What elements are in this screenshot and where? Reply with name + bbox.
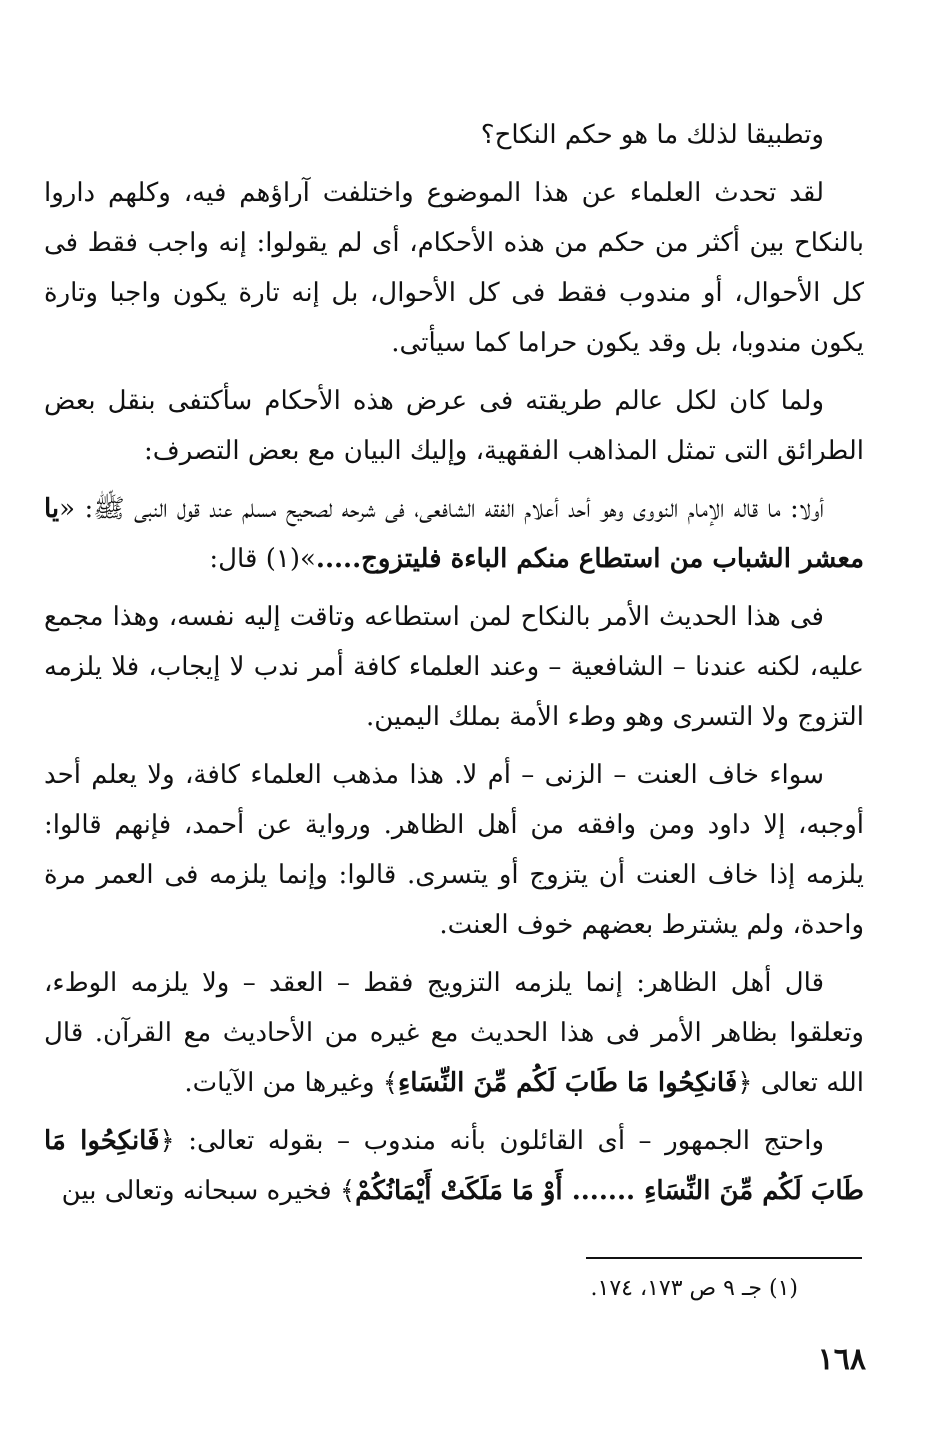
quran-verse-2: فَانكِحُوا مَا طَابَ لَكُم مِّنَ النِّسَاءِ ....... أَوْ مَا مَلَكَتْ أَيْمَانُكُمْ [44,1126,864,1206]
zahiri-end: ﴾ وغيرها من الآيات. [184,1068,399,1098]
nawawi-intro: أولا: ما قاله الإمام النووى وهو أحد أعلام الفقه الشافعى، فى شرحه لصحيح مسلم عند قول النبى ﷺ: « [59,494,824,524]
footnote-reference: (١) [265,544,300,574]
paragraph-anat: سواء خاف العنت – الزنى – أم لا. هذا مذهب العلماء كافة، ولا يعلم أحد أوجبه، إلا داود ومن وافقه من أهل الظاهر. ورواية عن أحمد، فإنهم قالوا: يلزمه إذا خاف العنت أن يتزوج أو يتسرى. قالوا: وإنما يلزمه فى العمر مرة واحدة، ولم يشترط بعضهم خوف العنت. [44,760,864,940]
paragraph-question: وتطبيقا لذلك ما هو حكم النكاح؟ [480,120,824,150]
jumhur-end: ﴾ فخيره سبحانه وتعالى بين [61,1176,356,1206]
paragraph-jumhur [44,1116,864,1216]
paragraph-methods: ولما كان لكل عالم طريقته فى عرض هذه الأحكام سأكتفى بنقل بعض الطرائق التى تمثل المذاهب الفقهية، وإليك البيان مع بعض التصرف: [44,386,864,466]
paragraph-scholars: لقد تحدث العلماء عن هذا الموضوع واختلفت آراؤهم فيه، وكلهم داروا بالنكاح بين أكثر من حكم من هذه الأحكام، أى لم يقولوا: إنه واجب فقط فى كل الأحوال، أو مندوب فقط فى كل الأحوال، بل إنه تارة يكون واجبا وتارة يكون مندوبا، بل وقد يكون حراما كما سيأتى. [44,178,864,358]
paragraph-nawawi [44,484,864,584]
body-text [44,110,864,1224]
footnote: (١) جـ ٩ ص ١٧٣، ١٧٤. [590,1276,798,1301]
paragraph-hadith-ruling: فى هذا الحديث الأمر بالنكاح لمن استطاعه وتاقت إليه نفسه، وهذا مجمع عليه، لكنه عندنا – الشافعية – وعند العلماء كافة أمر ندب لا إيجاب، فلا يلزمه التزوج ولا التسرى وهو وطء الأمة بملك اليمين. [44,602,864,732]
paragraph-zahiri [44,958,864,1108]
zahiri-text: قال أهل الظاهر: إنما يلزمه التزويج فقط – العقد – ولا يلزمه الوطء، وتعلقوا بظاهر الأمر فى هذا الحديث مع غيره من الأحاديث مع القرآن. قال الله تعالى ﴿ [44,968,864,1098]
footnote-divider [586,1257,862,1259]
quran-verse-1: فَانكِحُوا مَا طَابَ لَكُم مِّنَ النِّسَاءِ [398,1068,738,1098]
qal-label: قال: [209,544,258,574]
page-number: ١٦٨ [817,1342,866,1377]
hadith-close: » [299,544,316,574]
jumhur-text: واحتج الجمهور – أى القائلون بأنه مندوب – بقوله تعالى: ﴿ [159,1126,824,1156]
hadith-quote: يا معشر الشباب من استطاع منكم الباءة فليتزوج..... [44,494,864,574]
